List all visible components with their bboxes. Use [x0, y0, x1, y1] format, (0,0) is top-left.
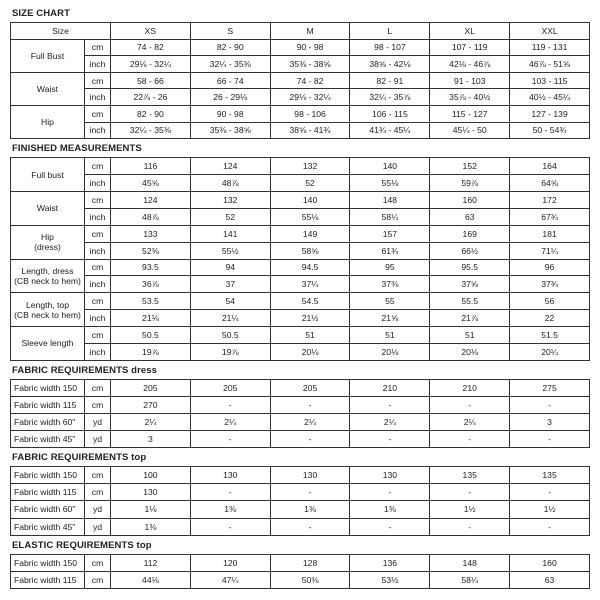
unit-cell: cm — [85, 554, 111, 571]
table-row — [11, 501, 590, 518]
measurement-label: Length, dress (CB neck to hem) — [11, 259, 85, 293]
value-cell: 21⅝ — [350, 310, 430, 327]
table-row — [11, 431, 590, 448]
value-cell: 100 — [111, 467, 191, 484]
size-header-s: S — [190, 23, 270, 40]
value-cell: 115 - 127 — [430, 105, 510, 122]
fabric-top-table — [10, 466, 590, 535]
value-cell: 2¼ — [350, 414, 430, 431]
measurement-label: Hip (dress) — [11, 225, 85, 259]
fabric-width-label: Fabric width 115 — [11, 571, 85, 588]
value-cell: - — [510, 484, 590, 501]
value-cell: 32¼ - 35⅜ — [190, 56, 270, 73]
value-cell: 64⅝ — [510, 175, 590, 192]
measurement-label: Sleeve length — [11, 327, 85, 361]
unit-cell: cm — [85, 191, 111, 208]
size-header-label: Size — [11, 23, 111, 40]
value-cell: 41¾ - 45¼ — [350, 122, 430, 139]
value-cell: - — [350, 518, 430, 535]
value-cell: 270 — [111, 396, 191, 413]
size-header-xxl: XXL — [510, 23, 590, 40]
unit-cell: inch — [85, 89, 111, 106]
value-cell: 21⅛ — [111, 310, 191, 327]
value-cell: 38⅝ - 41¾ — [270, 122, 350, 139]
fabric-width-label: Fabric width 150 — [11, 554, 85, 571]
table-row — [11, 39, 590, 56]
value-cell: - — [430, 484, 510, 501]
unit-cell: yd — [85, 518, 111, 535]
value-cell: 37⅝ — [430, 276, 510, 293]
unit-cell: cm — [85, 225, 111, 242]
measurement-label: Waist — [11, 191, 85, 225]
unit-cell: inch — [85, 310, 111, 327]
value-cell: 82 - 90 — [190, 39, 270, 56]
value-cell: 160 — [510, 554, 590, 571]
value-cell: 58 - 66 — [111, 72, 191, 89]
value-cell: 119 - 131 — [510, 39, 590, 56]
size-chart-page — [10, 0, 590, 589]
measurement-label: Waist — [11, 72, 85, 105]
value-cell: - — [270, 396, 350, 413]
fabric-width-label: Fabric width 45" — [11, 431, 85, 448]
value-cell: 51 — [430, 327, 510, 344]
table-row — [11, 571, 590, 588]
value-cell: 82 - 91 — [350, 72, 430, 89]
value-cell: 157 — [350, 225, 430, 242]
table-row — [11, 343, 590, 360]
unit-cell: inch — [85, 276, 111, 293]
value-cell: 2¼ — [190, 414, 270, 431]
fabric-width-label: Fabric width 45" — [11, 518, 85, 535]
value-cell: 55 — [350, 293, 430, 310]
value-cell: 40½ - 45¼ — [510, 89, 590, 106]
value-cell: 36⅞ — [111, 276, 191, 293]
unit-cell: inch — [85, 175, 111, 192]
value-cell: 130 — [350, 467, 430, 484]
unit-cell: cm — [85, 158, 111, 175]
value-cell: 32¼ - 35⅞ — [350, 89, 430, 106]
value-cell: 127 - 139 — [510, 105, 590, 122]
value-cell: 58¼ — [430, 571, 510, 588]
unit-cell: cm — [85, 39, 111, 56]
value-cell: 1⅜ — [350, 501, 430, 518]
unit-cell: yd — [85, 501, 111, 518]
unit-cell: cm — [85, 484, 111, 501]
unit-cell: cm — [85, 327, 111, 344]
table-row — [11, 327, 590, 344]
unit-cell: inch — [85, 56, 111, 73]
value-cell: - — [270, 484, 350, 501]
value-cell: 42⅛ - 46⅞ — [430, 56, 510, 73]
value-cell: 130 — [270, 467, 350, 484]
value-cell: 59⅞ — [430, 175, 510, 192]
value-cell: 106 - 115 — [350, 105, 430, 122]
unit-cell: inch — [85, 122, 111, 139]
value-cell: - — [430, 431, 510, 448]
value-cell: 48⅞ — [111, 208, 191, 225]
unit-cell: inch — [85, 242, 111, 259]
unit-cell: cm — [85, 571, 111, 588]
value-cell: 1⅛ — [111, 501, 191, 518]
value-cell: 53½ — [350, 571, 430, 588]
value-cell: 37 — [190, 276, 270, 293]
value-cell: 149 — [270, 225, 350, 242]
value-cell: 95 — [350, 259, 430, 276]
value-cell: 2¼ — [430, 414, 510, 431]
value-cell: 135 — [510, 467, 590, 484]
fabric-top-heading: FABRIC REQUIREMENTS top — [12, 452, 147, 464]
value-cell: 130 — [111, 484, 191, 501]
value-cell: 205 — [111, 379, 191, 396]
value-cell: - — [510, 396, 590, 413]
size-header-xs: XS — [111, 23, 191, 40]
fabric-width-label: Fabric width 115 — [11, 396, 85, 413]
value-cell: 50.5 — [190, 327, 270, 344]
value-cell: 94 — [190, 259, 270, 276]
value-cell: 205 — [190, 379, 270, 396]
size-chart-table — [10, 22, 590, 139]
value-cell: 45¼ - 50 — [430, 122, 510, 139]
table-row — [11, 122, 590, 139]
value-cell: 128 — [270, 554, 350, 571]
value-cell: 45⅝ — [111, 175, 191, 192]
value-cell: 50.5 — [111, 327, 191, 344]
value-cell: 1½ — [510, 501, 590, 518]
measurement-label: Full bust — [11, 158, 85, 192]
value-cell: 91 - 103 — [430, 72, 510, 89]
value-cell: 140 — [350, 158, 430, 175]
table-row — [11, 467, 590, 484]
value-cell: - — [270, 518, 350, 535]
table-row — [11, 293, 590, 310]
value-cell: 21⅞ — [430, 310, 510, 327]
table-row — [11, 259, 590, 276]
value-cell: - — [190, 518, 270, 535]
value-cell: - — [350, 396, 430, 413]
value-cell: 130 — [190, 467, 270, 484]
value-cell: 51 — [270, 327, 350, 344]
value-cell: 20¼ — [510, 343, 590, 360]
unit-cell: cm — [85, 293, 111, 310]
measurement-label: Full Bust — [11, 39, 85, 72]
value-cell: 181 — [510, 225, 590, 242]
value-cell: 112 — [111, 554, 191, 571]
value-cell: 37¾ — [510, 276, 590, 293]
elastic-top-heading: ELASTIC REQUIREMENTS top — [12, 539, 152, 551]
value-cell: 82 - 90 — [111, 105, 191, 122]
value-cell: 74 - 82 — [111, 39, 191, 56]
size-chart-heading: SIZE CHART — [12, 8, 70, 19]
value-cell: 132 — [270, 158, 350, 175]
value-cell: 54 — [190, 293, 270, 310]
value-cell: 1½ — [430, 501, 510, 518]
value-cell: 35⅞ - 40½ — [430, 89, 510, 106]
value-cell: 95.5 — [430, 259, 510, 276]
table-row — [11, 310, 590, 327]
value-cell: 35⅜ - 38⅝ — [190, 122, 270, 139]
fabric-width-label: Fabric width 150 — [11, 379, 85, 396]
value-cell: 90 - 98 — [190, 105, 270, 122]
value-cell: 148 — [430, 554, 510, 571]
value-cell: 103 - 115 — [510, 72, 590, 89]
value-cell: 90 - 98 — [270, 39, 350, 56]
unit-cell: cm — [85, 467, 111, 484]
unit-cell: cm — [85, 379, 111, 396]
value-cell: 52 — [190, 208, 270, 225]
table-row — [11, 72, 590, 89]
value-cell: 132 — [190, 191, 270, 208]
fabric-width-label: Fabric width 60" — [11, 501, 85, 518]
value-cell: 210 — [350, 379, 430, 396]
size-header-xl: XL — [430, 23, 510, 40]
measurement-label: Length, top (CB neck to hem) — [11, 293, 85, 327]
table-row — [11, 175, 590, 192]
value-cell: 2¼ — [270, 414, 350, 431]
size-header-l: L — [350, 23, 430, 40]
fabric-width-label: Fabric width 115 — [11, 484, 85, 501]
fabric-width-label: Fabric width 150 — [11, 467, 85, 484]
table-row — [11, 242, 590, 259]
value-cell: 61¾ — [350, 242, 430, 259]
table-row — [11, 56, 590, 73]
value-cell: 52⅜ — [111, 242, 191, 259]
value-cell: 37⅜ — [350, 276, 430, 293]
table-row — [11, 518, 590, 535]
value-cell: 22 — [510, 310, 590, 327]
value-cell: 98 - 107 — [350, 39, 430, 56]
value-cell: 275 — [510, 379, 590, 396]
value-cell: 21½ — [270, 310, 350, 327]
value-cell: 98 - 106 — [270, 105, 350, 122]
unit-cell: cm — [85, 396, 111, 413]
value-cell: 51 — [350, 327, 430, 344]
value-cell: 66 - 74 — [190, 72, 270, 89]
value-cell: 29⅛ - 32¼ — [111, 56, 191, 73]
value-cell: 1⅜ — [111, 518, 191, 535]
value-cell: - — [190, 396, 270, 413]
value-cell: 141 — [190, 225, 270, 242]
value-cell: 66½ — [430, 242, 510, 259]
value-cell: 124 — [190, 158, 270, 175]
value-cell: 152 — [430, 158, 510, 175]
value-cell: 32¼ - 35⅜ — [111, 122, 191, 139]
value-cell: 67¾ — [510, 208, 590, 225]
value-cell: 20⅛ — [270, 343, 350, 360]
value-cell: 96 — [510, 259, 590, 276]
value-cell: 116 — [111, 158, 191, 175]
elastic-top-table — [10, 554, 590, 589]
finished-measurements-heading: FINISHED MEASUREMENTS — [12, 143, 142, 155]
size-header-row — [11, 23, 590, 40]
unit-cell: yd — [85, 431, 111, 448]
value-cell: 93.5 — [111, 259, 191, 276]
table-row — [11, 89, 590, 106]
unit-cell: cm — [85, 72, 111, 89]
value-cell: 55⅛ — [350, 175, 430, 192]
finished-measurements-table — [10, 157, 590, 361]
value-cell: - — [190, 431, 270, 448]
value-cell: - — [430, 518, 510, 535]
value-cell: 133 — [111, 225, 191, 242]
table-row — [11, 105, 590, 122]
value-cell: 210 — [430, 379, 510, 396]
value-cell: 50 - 54¾ — [510, 122, 590, 139]
fabric-dress-heading: FABRIC REQUIREMENTS dress — [12, 364, 158, 376]
value-cell: 20⅛ — [430, 343, 510, 360]
table-row — [11, 208, 590, 225]
value-cell: 55.5 — [430, 293, 510, 310]
value-cell: 124 — [111, 191, 191, 208]
value-cell: 1⅜ — [270, 501, 350, 518]
value-cell: 63 — [510, 571, 590, 588]
value-cell: 58¼ — [350, 208, 430, 225]
value-cell: 3 — [510, 414, 590, 431]
value-cell: 135 — [430, 467, 510, 484]
value-cell: 56 — [510, 293, 590, 310]
value-cell: 148 — [350, 191, 430, 208]
value-cell: 107 - 119 — [430, 39, 510, 56]
value-cell: - — [510, 518, 590, 535]
value-cell: - — [510, 431, 590, 448]
table-row — [11, 225, 590, 242]
value-cell: 53.5 — [111, 293, 191, 310]
value-cell: 140 — [270, 191, 350, 208]
value-cell: 19⅞ — [190, 343, 270, 360]
value-cell: 74 - 82 — [270, 72, 350, 89]
unit-cell: inch — [85, 343, 111, 360]
value-cell: 63 — [430, 208, 510, 225]
value-cell: 38⅝ - 42⅛ — [350, 56, 430, 73]
value-cell: 47¼ — [190, 571, 270, 588]
value-cell: 3 — [111, 431, 191, 448]
value-cell: 58⅝ — [270, 242, 350, 259]
value-cell: 54.5 — [270, 293, 350, 310]
value-cell: 55½ — [190, 242, 270, 259]
table-row — [11, 379, 590, 396]
table-row — [11, 554, 590, 571]
value-cell: 1⅜ — [190, 501, 270, 518]
value-cell: 29⅛ - 32¼ — [270, 89, 350, 106]
value-cell: - — [350, 431, 430, 448]
value-cell: 20⅛ — [350, 343, 430, 360]
value-cell: 21¼ — [190, 310, 270, 327]
value-cell: 50⅜ — [270, 571, 350, 588]
value-cell: - — [190, 484, 270, 501]
value-cell: 35⅜ - 38⅝ — [270, 56, 350, 73]
value-cell: - — [270, 431, 350, 448]
fabric-dress-table — [10, 379, 590, 448]
value-cell: 160 — [430, 191, 510, 208]
value-cell: - — [430, 396, 510, 413]
table-row — [11, 396, 590, 413]
value-cell: 48⅞ — [190, 175, 270, 192]
value-cell: 94.5 — [270, 259, 350, 276]
value-cell: 169 — [430, 225, 510, 242]
table-row — [11, 191, 590, 208]
value-cell: 136 — [350, 554, 430, 571]
table-row — [11, 276, 590, 293]
unit-cell: inch — [85, 208, 111, 225]
value-cell: 52 — [270, 175, 350, 192]
value-cell: 120 — [190, 554, 270, 571]
value-cell: 44⅛ — [111, 571, 191, 588]
table-row — [11, 414, 590, 431]
fabric-width-label: Fabric width 60" — [11, 414, 85, 431]
value-cell: 37¼ — [270, 276, 350, 293]
table-row — [11, 484, 590, 501]
unit-cell: cm — [85, 105, 111, 122]
value-cell: 172 — [510, 191, 590, 208]
unit-cell: cm — [85, 259, 111, 276]
unit-cell: yd — [85, 414, 111, 431]
value-cell: 2¼ — [111, 414, 191, 431]
value-cell: 26 - 29⅛ — [190, 89, 270, 106]
value-cell: - — [350, 484, 430, 501]
value-cell: 71¼ — [510, 242, 590, 259]
value-cell: 46⅞ - 51⅝ — [510, 56, 590, 73]
value-cell: 22⅞ - 26 — [111, 89, 191, 106]
value-cell: 51.5 — [510, 327, 590, 344]
table-row — [11, 158, 590, 175]
size-header-m: M — [270, 23, 350, 40]
value-cell: 55⅛ — [270, 208, 350, 225]
measurement-label: Hip — [11, 105, 85, 138]
value-cell: 205 — [270, 379, 350, 396]
value-cell: 19⅞ — [111, 343, 191, 360]
value-cell: 164 — [510, 158, 590, 175]
